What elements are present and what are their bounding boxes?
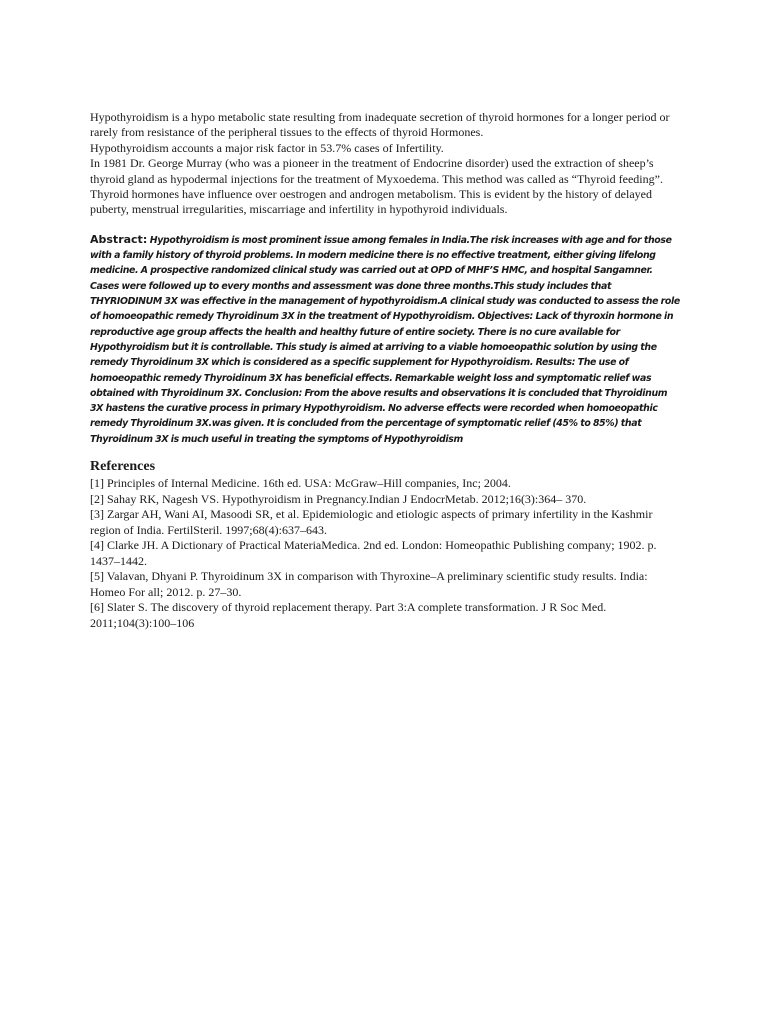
reference-item: [4] Clarke JH. A Dictionary of Practical MateriaMedica. 2nd ed. London: Homeopathic Publishing company; 1902. p. 1437–1442. — [90, 538, 657, 568]
intro-paragraph-hormone-influence: Thyroid hormones have influence over oestrogen and androgen metabolism. This is evident by the history of delayed puberty, menstrual irregularities, miscarriage and infertility in hypothyroid individuals. — [90, 187, 652, 217]
intro-paragraph-definition: Hypothyroidism is a hypo metabolic state resulting from inadequate secretion of thyroid hormones for a longer period or rarely from resistance of the peripheral tissues to the effects of thyroid Hormones. — [90, 110, 670, 140]
reference-item: [1] Principles of Internal Medicine. 16th ed. USA: McGraw–Hill companies, Inc; 2004. — [90, 476, 511, 490]
reference-item: [6] Slater S. The discovery of thyroid replacement therapy. Part 3:A complete transformation. J R Soc Med. 2011;104(3):100–106 — [90, 600, 607, 630]
intro-paragraph-history: In 1981 Dr. George Murray (who was a pioneer in the treatment of Endocrine disorder) used the extraction of sheep’s thyroid gland as hypodermal injections for the treatment of Myxoedema. This method was called as “Thyroid feeding”. — [90, 156, 663, 186]
reference-item: [2] Sahay RK, Nagesh VS. Hypothyroidism in Pregnancy.Indian J EndocrMetab. 2012;16(3):364– 370. — [90, 491, 587, 506]
reference-item: [5] Valavan, Dhyani P. Thyroidinum 3X in comparison with Thyroxine–A preliminary scientific study results. India: Homeo For all; 2012. p. 27–30. — [90, 569, 648, 599]
references-section — [90, 458, 682, 631]
intro-paragraph-infertility-risk: Hypothyroidism accounts a major risk factor in 53.7% cases of Infertility. — [90, 140, 444, 155]
abstract-text: Hypothyroidism is most prominent issue among females in India.The risk increases with age and for those with a family history of thyroid problems. In modern medicine there is no effective treatment, either giving lifelong medicine. A prospective randomized clinical study was carried out at OPD of MHF’S HMC, and hospital Sangamner. Cases were followed up to every months and assessment was done three months.This study includes that THYRIODINUM 3X was effective in the management of hypothyroidism.A clinical study was conducted to assess the role of homoeopathic remedy Thyroidinum 3X in the treatment of Hypothyroidism. Objectives: Lack of thyroxin hormone in reproductive age group affects the health and healthy future of entire society. There is no cure available for Hypothyroidism but it is controllable. This study is aimed at arriving to a viable homoeopathic solution by using the remedy Thyroidinum 3X which is considered as a specific supplement for Hypothyroidism. Results: The use of homoeopathic remedy Thyroidinum 3X has beneficial effects. Remarkable weight loss and symptomatic relief was obtained with Thyroidinum 3X. Conclusion: From the above results and observations it is concluded that Thyroidinum 3X hastens the curative process in primary Hypothyroidism. No adverse effects were recorded when homoeopathic remedy Thyroidinum 3X.was given. It is concluded from the percentage of symptomatic relief (45% to 85%) that Thyroidinum 3X is much useful in treating the symptoms of Hypothyroidism — [90, 234, 680, 445]
abstract-section — [90, 232, 682, 447]
document-page — [90, 110, 682, 631]
reference-list — [90, 476, 682, 631]
reference-item: [3] Zargar AH, Wani AI, Masoodi SR, et al. Epidemiologic and etiologic aspects of primary infertility in the Kashmir region of India. FertilSteril. 1997;68(4):637–643. — [90, 507, 653, 537]
abstract-label: Abstract: — [90, 232, 148, 246]
intro-section — [90, 110, 682, 218]
references-heading: References — [90, 459, 156, 474]
